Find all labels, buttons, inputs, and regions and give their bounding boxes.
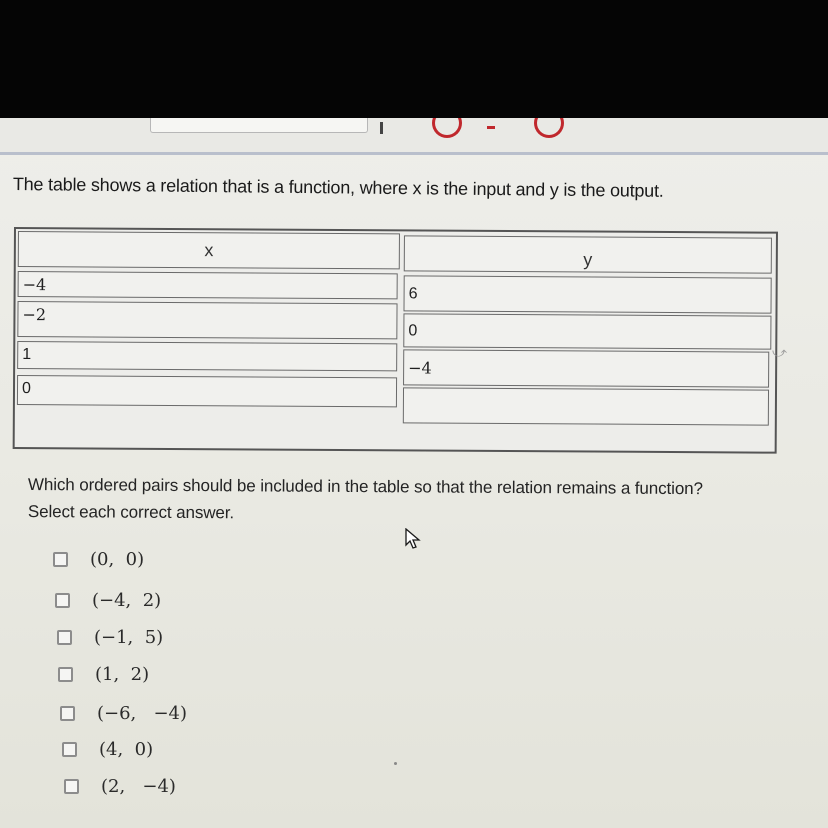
table-cell-x: −2 [17, 301, 397, 339]
choice-label: (−6, −4) [97, 702, 187, 724]
checkbox[interactable] [53, 552, 68, 567]
answer-choice[interactable] [60, 700, 187, 726]
screen [0, 118, 828, 828]
question-intro: The table shows a relation that is a function, where x is the input and y is the output. [12, 174, 664, 201]
toolbar-divider [380, 122, 383, 134]
answer-choice[interactable] [55, 587, 161, 613]
speck [394, 762, 397, 765]
edge-mark-icon: ⤻ [772, 344, 787, 360]
checkbox[interactable] [60, 706, 75, 721]
table-header-x: x [18, 231, 400, 269]
answer-choice[interactable] [62, 736, 153, 762]
table-cell-y: 6 [403, 275, 771, 313]
table-cell-y: 0 [403, 313, 771, 349]
undo-icon[interactable] [432, 118, 462, 138]
table-cell-x: 1 [17, 341, 397, 371]
answer-choice[interactable] [57, 624, 163, 650]
table-cell-x: 0 [17, 375, 397, 407]
toolbar-input[interactable] [150, 118, 368, 133]
prompt-instruction: Select each correct answer. [27, 502, 235, 523]
answer-choice[interactable] [53, 546, 144, 572]
redo-icon[interactable] [534, 118, 564, 138]
mouse-pointer-icon [404, 528, 422, 550]
checkbox[interactable] [55, 593, 70, 608]
checkbox[interactable] [58, 667, 73, 682]
choice-label: (−4, 2) [92, 589, 162, 611]
choice-label: (1, 2) [95, 663, 150, 685]
toolbar-dash-icon [487, 126, 495, 129]
choice-label: (−1, 5) [94, 626, 164, 648]
table-cell-x: −4 [18, 271, 398, 299]
checkbox[interactable] [62, 742, 77, 757]
checkbox[interactable] [57, 630, 72, 645]
answer-choice[interactable] [64, 773, 176, 799]
prompt-question: Which ordered pairs should be included in the table so that the relation remains a function? [27, 475, 703, 499]
table-cell-y: −4 [403, 349, 769, 387]
choice-label: (0, 0) [90, 548, 145, 570]
choice-label: (2, −4) [101, 775, 176, 797]
choice-label: (4, 0) [99, 738, 154, 760]
toolbar [0, 118, 828, 155]
answer-choice[interactable] [58, 661, 149, 687]
table-header-y: y [404, 235, 772, 273]
table-cell-y-input[interactable] [403, 387, 769, 425]
checkbox[interactable] [64, 779, 79, 794]
relation-table [13, 227, 778, 454]
